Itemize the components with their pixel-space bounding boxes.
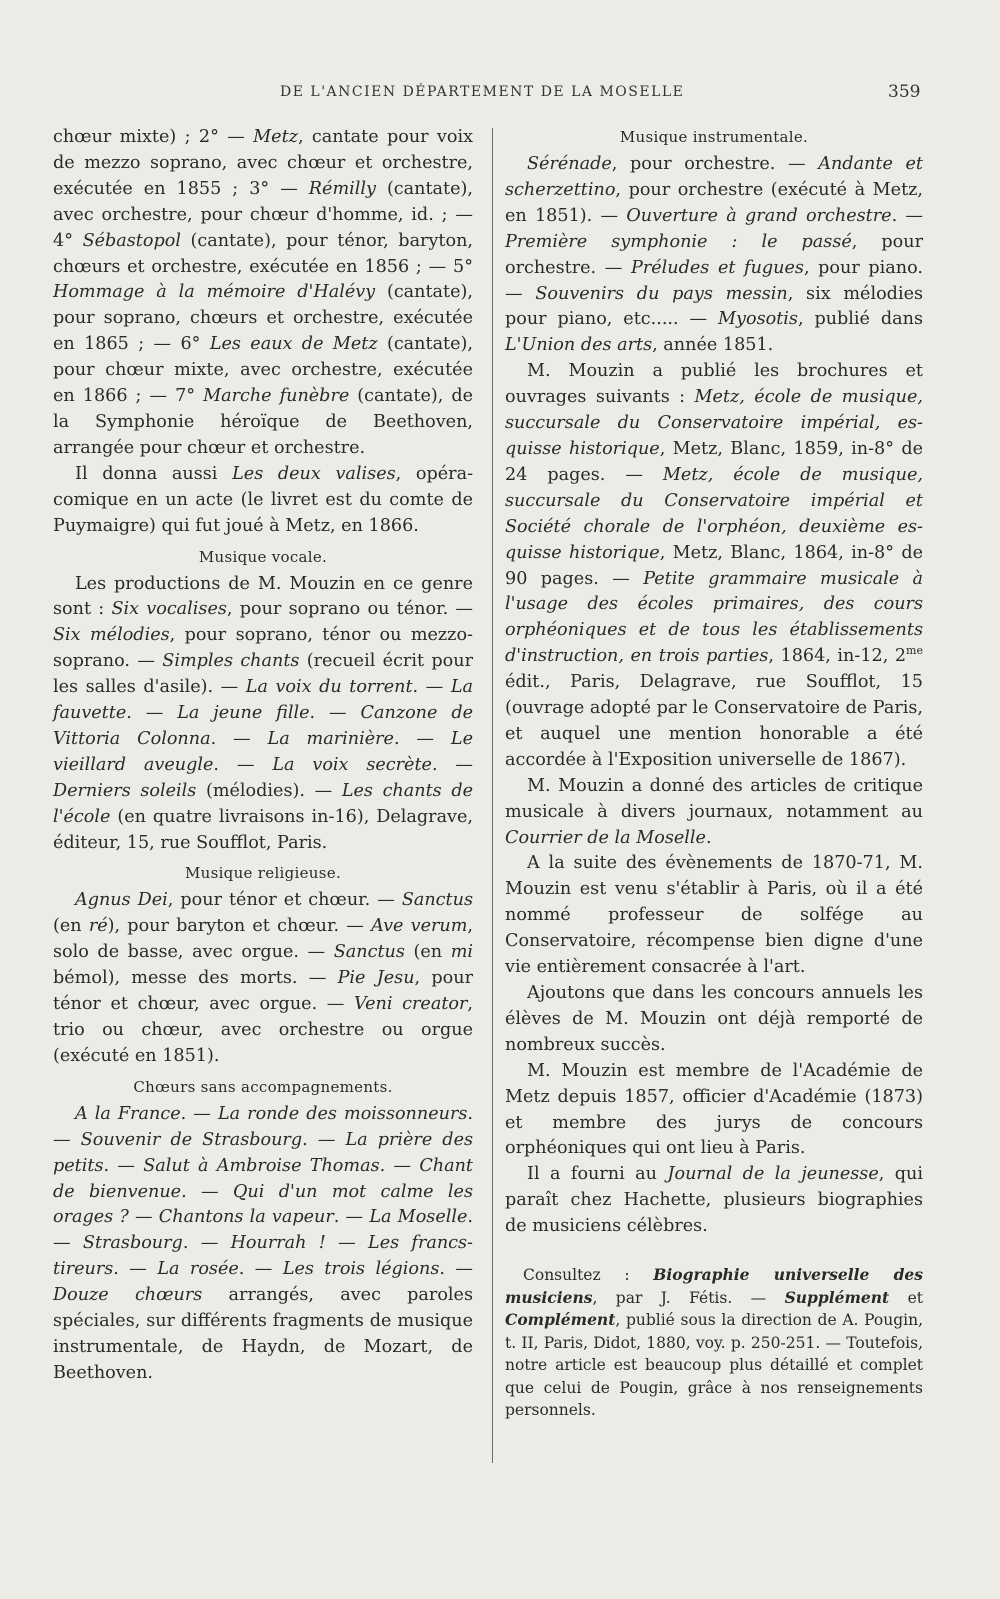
text-run: . — bbox=[379, 1155, 420, 1176]
italic-title: Sébastopol bbox=[82, 230, 181, 251]
paragraph-religious-works bbox=[53, 888, 473, 1069]
text-run: (cantate), pour chœur mixte, avec orchestre, exécutée en 1866 ; — 7° bbox=[53, 334, 473, 407]
text-run: Les productions de M. Mouzin en ce genre sont : bbox=[53, 573, 473, 620]
italic-title: Sérénade bbox=[527, 154, 612, 174]
text-run: (mélodies). — bbox=[196, 780, 342, 801]
text-run: . — bbox=[182, 1233, 231, 1254]
text-run: . bbox=[705, 827, 712, 848]
paragraph-competitions: Ajoutons que dans les concours annuels les élèves de M. Mouzin ont déjà remporté de nombreux succès. bbox=[505, 983, 923, 1055]
italic-title: Les trois légions bbox=[282, 1259, 440, 1280]
paragraph-choir-works bbox=[53, 1102, 473, 1387]
text-run: et bbox=[889, 1288, 923, 1307]
text-run: , année 1851. bbox=[652, 335, 774, 356]
text-run: , solo de basse, avec orgue. — bbox=[53, 916, 473, 963]
paragraph-paris: A la suite des évènements de 1870-71, M. Mouzin est venu s'établir à Paris, où il a été nommé professeur de solfége au Conservatoire, récompense bien digne d'une vie entièrement consacrée à l'art. bbox=[505, 853, 923, 978]
page-number: 359 bbox=[888, 82, 921, 102]
italic-title: Derniers soleils bbox=[53, 780, 197, 801]
text-run: , qui paraît chez Hachette, plusieurs biographies de musiciens célèbres. bbox=[505, 1164, 923, 1237]
italic-title: Simples chants bbox=[162, 651, 300, 672]
text-run: , Metz, Blanc, 1859, in-8° de 24 pages. — bbox=[505, 438, 923, 485]
italic-title: Myosotis bbox=[718, 309, 798, 330]
text-run: bémol), messe des morts. — bbox=[53, 968, 338, 989]
text-run: . — bbox=[309, 703, 361, 724]
right-column bbox=[505, 125, 923, 1422]
italic-title: Metz, école de musique, succursale du Conservatoire impérial et Société chorale de l'orphéon, deuxième esquisse historique bbox=[505, 464, 923, 563]
italic-title: Salut à Ambroise Thomas bbox=[143, 1155, 380, 1176]
italic-title: La marinière bbox=[267, 728, 394, 749]
italic-title: Le vieillard aveugle bbox=[53, 728, 474, 775]
italic-title: Veni creator bbox=[354, 994, 468, 1015]
text-run: , pour orchestre. — bbox=[611, 154, 819, 174]
section-heading-religious: Musique religieuse. bbox=[184, 864, 342, 883]
italic-title: La prière des petits bbox=[53, 1129, 474, 1176]
text-run: (cantate), pour ténor, baryton, chœurs et orchestre, exécutée en 1856 ; — 5° bbox=[53, 230, 473, 277]
text-run: (cantate), pour soprano, chœurs et orchestre, exécutée en 1865 ; — 6° bbox=[53, 282, 473, 355]
italic-title: Qui d'un mot calme les orages ? bbox=[53, 1181, 474, 1228]
column-divider bbox=[492, 128, 493, 1463]
cited-title: Supplément bbox=[784, 1287, 890, 1307]
text-run: (en quatre livraisons in-16), Delagrave, éditeur, 15, rue Soufflot, Paris. bbox=[53, 806, 473, 853]
text-run: , opéra-comique en un acte (le livret est du comte de Puymaigre) qui fut joué à Metz, en 1866. bbox=[53, 463, 474, 536]
italic-title: Canzone de Vittoria Colonna bbox=[53, 703, 473, 749]
italic-title: Sanctus bbox=[401, 890, 473, 911]
cited-title: Biographie universelle des musiciens bbox=[505, 1265, 924, 1307]
italic-title: Marche funèbre bbox=[203, 386, 350, 407]
text-run: . — bbox=[113, 1259, 158, 1280]
text-run: Il a fourni au bbox=[527, 1164, 668, 1185]
text-run: . — bbox=[238, 1259, 283, 1280]
text-run: . — bbox=[53, 1103, 473, 1150]
text-run: (cantate), de la Symphonie héroïque de Beethoven, arrangée pour chœur et orchestre. bbox=[53, 386, 474, 458]
italic-title: L'Union des arts bbox=[505, 335, 653, 356]
italic-title: La ronde des moissonneurs bbox=[217, 1103, 468, 1124]
text-run: . — bbox=[53, 1207, 473, 1254]
text-run: . — bbox=[393, 728, 451, 749]
text-run: Consultez : bbox=[523, 1266, 654, 1285]
italic-title: Chant de bienvenue bbox=[53, 1155, 473, 1202]
running-header bbox=[0, 76, 1000, 106]
text-run: . — bbox=[333, 1207, 370, 1228]
italic-title: Les eaux de Metz bbox=[209, 334, 378, 355]
italic-title: Six vocalises bbox=[111, 599, 227, 620]
text-run: chœur mixte) ; 2° — bbox=[53, 127, 254, 147]
paragraph-articles bbox=[505, 774, 923, 852]
text-run: , pour soprano, ténor ou mezzo-soprano. — bbox=[53, 625, 473, 672]
italic-title: Ouverture à grand orchestre bbox=[626, 205, 892, 226]
paragraph-vocal-works bbox=[53, 572, 473, 857]
italic-title: Metz, école de musique, succursale du Conservatoire impérial, esquisse historique bbox=[505, 387, 923, 459]
italic-title: Ave verum bbox=[371, 916, 468, 937]
left-column bbox=[53, 125, 473, 1387]
italic-title: Petite grammaire musicale à l'usage des écoles primaires, des cours orphéoniques et de tous les établissements d'instruction, en trois parties bbox=[505, 568, 923, 667]
text-run: (recueil écrit pour les salles d'asile). — bbox=[53, 651, 473, 698]
italic-title: Hommage à la mémoire d'Halévy bbox=[53, 282, 376, 303]
italic-title: Strasbourg bbox=[82, 1233, 183, 1254]
italic-title: Metz bbox=[253, 127, 298, 147]
text-run: , trio ou chœur, avec orchestre ou orgue (exécuté en 1851). bbox=[53, 994, 473, 1066]
text-run: M. Mouzin a donné des articles de critique musicale à divers journaux, notamment au bbox=[505, 775, 923, 822]
italic-title: ré bbox=[88, 916, 108, 937]
italic-title: mi bbox=[450, 942, 473, 963]
italic-title: Sanctus bbox=[333, 942, 405, 963]
text-run: , six mélodies pour piano, etc..... — bbox=[505, 283, 924, 330]
text-run: . — bbox=[126, 703, 178, 724]
text-run: , publié sous la direction de A. Pougin, t. II, Paris, Didot, 1880, voy. p. 250-251. — Toutefois, notre article est beaucoup plus détaillé et complet que celui de Pougin, grâce à nos renseignements personnels. bbox=[505, 1311, 923, 1420]
paragraph-academy: M. Mouzin est membre de l'Académie de Metz depuis 1857, officier d'Académie (1873) et membre des jurys de concours orphéoniques qui ont lieu à Paris. bbox=[505, 1060, 923, 1159]
italic-title: La rosée bbox=[157, 1259, 239, 1280]
text-run: . — bbox=[180, 1103, 218, 1124]
text-run: . — bbox=[181, 1181, 233, 1202]
running-title: DE L'ANCIEN DÉPARTEMENT DE LA MOSELLE bbox=[280, 84, 685, 100]
italic-title: Agnus Dei bbox=[75, 890, 168, 911]
text-run: M. Mouzin a publié les brochures et ouvrages suivants : bbox=[505, 361, 923, 408]
text-run: arrangés, avec paroles spéciales, sur différents fragments de musique instrumentale, de Haydn, de Mozart, de Beethoven. bbox=[53, 1285, 473, 1383]
text-run: . — bbox=[431, 754, 474, 775]
italic-title: Courrier de la Moselle bbox=[505, 827, 706, 848]
italic-title: Première symphonie : le passé bbox=[505, 231, 852, 252]
text-run: , cantate pour voix de mezzo soprano, avec chœur et orchestre, exécutée en 1855 ; 3° — bbox=[53, 127, 473, 199]
italic-title: La voix secrète bbox=[272, 754, 432, 775]
italic-title: La voix du torrent bbox=[245, 677, 413, 698]
text-run: — bbox=[128, 1207, 159, 1228]
section-heading-instrumental: Musique instrumentale. bbox=[619, 128, 809, 146]
reference-note bbox=[505, 1264, 923, 1422]
cited-title: Complément bbox=[505, 1310, 616, 1330]
text-run: Il donna aussi bbox=[75, 463, 233, 484]
text-run: . — bbox=[103, 1155, 144, 1176]
text-run: , pour orchestre. — bbox=[505, 231, 923, 278]
italic-title: Journal de la jeunesse bbox=[667, 1164, 879, 1185]
text-run: , pour ténor et chœur. — bbox=[167, 890, 402, 911]
section-heading-vocal: Musique vocale. bbox=[198, 547, 328, 566]
paragraph-cantatas bbox=[53, 125, 473, 462]
text-run: , 1864, in-12, 2 bbox=[768, 646, 907, 667]
text-run: édit., Paris, Delagrave, rue Soufflot, 15 (ouvrage adopté par le Conservatoire de Paris, et auquel une mention honorable a été accordée à l'Exposition universelle de 1867). bbox=[505, 672, 923, 770]
paragraph-publications bbox=[505, 359, 923, 774]
text-run: , pour orchestre (exécuté à Metz, en 1851). — bbox=[505, 179, 923, 226]
paragraph-biographies bbox=[505, 1162, 923, 1240]
text-run: (en bbox=[404, 942, 451, 963]
text-run: . — bbox=[891, 205, 923, 226]
italic-title: Douze chœurs bbox=[53, 1285, 203, 1306]
italic-title: Les deux valises bbox=[232, 463, 396, 484]
text-run: , pour soprano ou ténor. — bbox=[226, 599, 473, 620]
italic-title: Hourrah ! bbox=[230, 1233, 326, 1254]
paragraph-instrumental-works bbox=[505, 152, 923, 359]
text-run: , par J. Fétis. — bbox=[592, 1288, 785, 1307]
text-run: (en bbox=[53, 916, 89, 937]
paragraph-opera bbox=[53, 462, 473, 540]
italic-title: Six mélodies bbox=[53, 625, 170, 646]
italic-title: Chantons la vapeur bbox=[158, 1207, 334, 1228]
text-run: me bbox=[906, 644, 923, 658]
text-run: . — bbox=[412, 677, 451, 698]
text-run: , pour piano. — bbox=[505, 257, 923, 304]
italic-title: A la France bbox=[75, 1103, 181, 1124]
section-heading-choirs: Chœurs sans accompagnements. bbox=[133, 1077, 393, 1096]
italic-title: La fauvette bbox=[53, 677, 474, 724]
italic-title: Les chants de l'école bbox=[53, 780, 473, 827]
italic-title: Préludes et fugues bbox=[630, 257, 804, 278]
italic-title: Souvenir de Strasbourg bbox=[80, 1129, 303, 1150]
text-run: . — bbox=[213, 754, 273, 775]
text-run: , publié dans bbox=[797, 309, 923, 330]
italic-title: La jeune fille bbox=[177, 703, 310, 724]
text-run: — bbox=[325, 1233, 369, 1254]
italic-title: Pie Jesu bbox=[337, 968, 415, 989]
italic-title: La Moselle bbox=[369, 1207, 468, 1228]
italic-title: Andante et scherzettino bbox=[505, 154, 923, 200]
text-run: . — bbox=[210, 728, 268, 749]
italic-title: Rémilly bbox=[308, 178, 376, 199]
text-run: (cantate), avec orchestre, pour chœur d'homme, id. ; — 4° bbox=[53, 178, 473, 251]
italic-title: Souvenirs du pays messin bbox=[535, 283, 788, 304]
text-run: . — bbox=[302, 1129, 346, 1150]
text-run: ), pour baryton et chœur. — bbox=[107, 916, 372, 937]
text-run: , pour ténor et chœur, avec orgue. — bbox=[53, 968, 473, 1015]
italic-title: Les francs-tireurs bbox=[53, 1233, 473, 1280]
text-run: , Metz, Blanc, 1864, in-8° de 90 pages. — bbox=[505, 542, 923, 589]
text-run: . — bbox=[439, 1259, 473, 1280]
